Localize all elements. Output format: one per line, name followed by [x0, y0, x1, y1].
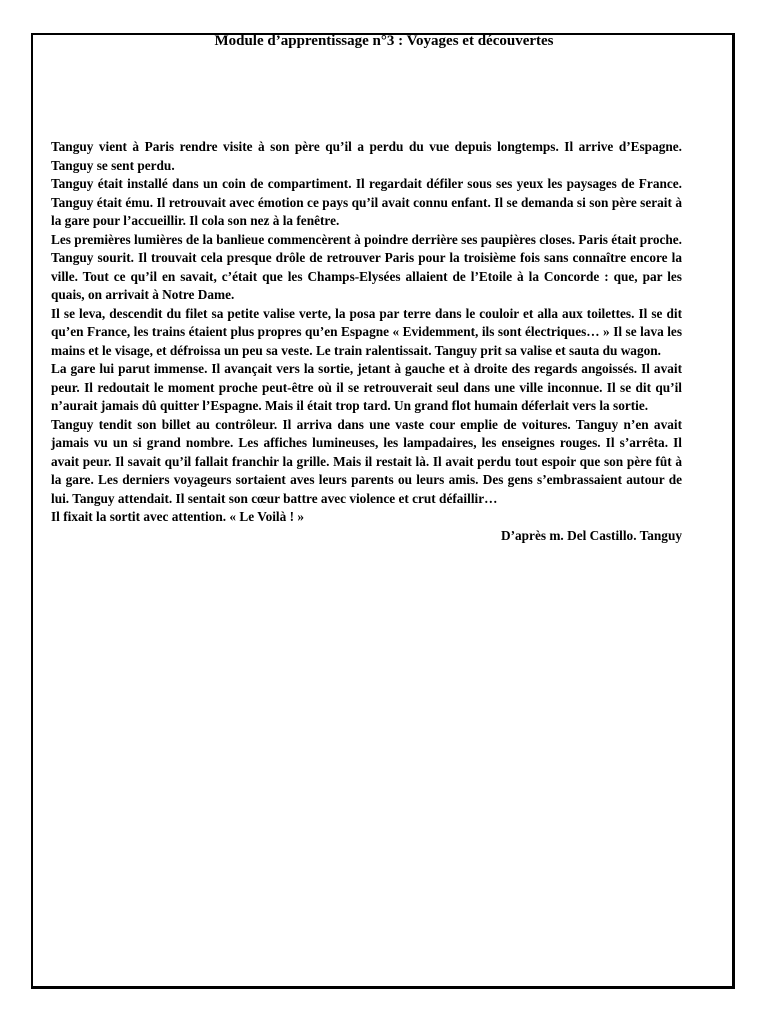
document-title: Module d’apprentissage n°3 : Voyages et découvertes [214, 33, 554, 49]
paragraph: Tanguy était installé dans un coin de compartiment. Il regardait défiler sous ses yeux les paysages de France. Tanguy était ému. Il retrouvait avec émotion ce pays qu’il avait connu enfant. Il se demanda si son père serait à la gare pour l’accueillir. Il cola son nez à la fenêtre. [51, 176, 682, 228]
paragraph: Tanguy vient à Paris rendre visite à son père qu’il a perdu du vue depuis longtemps. Il arrive d’Espagne. Tanguy se sent perdu. [51, 139, 682, 173]
document-body [51, 138, 682, 545]
source-citation: D’après m. Del Castillo. Tanguy [500, 527, 682, 543]
paragraph: Tanguy tendit son billet au contrôleur. Il arriva dans une vaste cour emplie de voitures. Tanguy n’en avait jamais vu un si grand nombre. Les affiches lumineuses, les lampadaires, les enseignes rouges. Il s’arrêta. Il avait peur. Il savait qu’il fallait franchir la grille. Mais il restait là. Il avait perdu tout espoir que son père fût à la gare. Les derniers voyageurs sortaient aves leurs parents ou leurs amis. Des gens s’embrassaient autour de lui. Tanguy attendait. Il sentait son cœur battre avec violence et crut défaillir… [51, 416, 682, 506]
paragraph: Il se leva, descendit du filet sa petite valise verte, la posa par terre dans le couloir et alla aux toilettes. Il se dit qu’en France, les trains étaient plus propres qu’en Espagne « Evidemment, ils sont électriques… » Il se lava les mains et le visage, et défroissa un peu sa veste. Le train ralentissait. Tanguy prit sa valise et sauta du wagon. [51, 305, 682, 358]
paragraph: La gare lui parut immense. Il avançait vers la sortie, jetant à gauche et à droite des regards angoissés. Il avait peur. Il redoutait le moment proche peut-être où il se retrouverait seul dans une ville inconnue. Il se dit qu’il n’aurait jamais dû quitter l’Espagne. Mais il était trop tard. Un grand flot humain déferlait vers la sortie. [51, 361, 682, 413]
paragraph: Il fixait la sortit avec attention. « Le Voilà ! » [51, 509, 304, 524]
paragraph: Les premières lumières de la banlieue commencèrent à poindre derrière ses paupières closes. Paris était proche. Tanguy sourit. Il trouvait cela presque drôle de retrouver Paris pour la troisième fois sans connaître encore la ville. Tout ce qu’il en savait, c’était que les Champs-Elysées allaient de l’Etoile à la Concorde : que, par les quais, on arrivait à Notre Dame. [51, 231, 682, 302]
